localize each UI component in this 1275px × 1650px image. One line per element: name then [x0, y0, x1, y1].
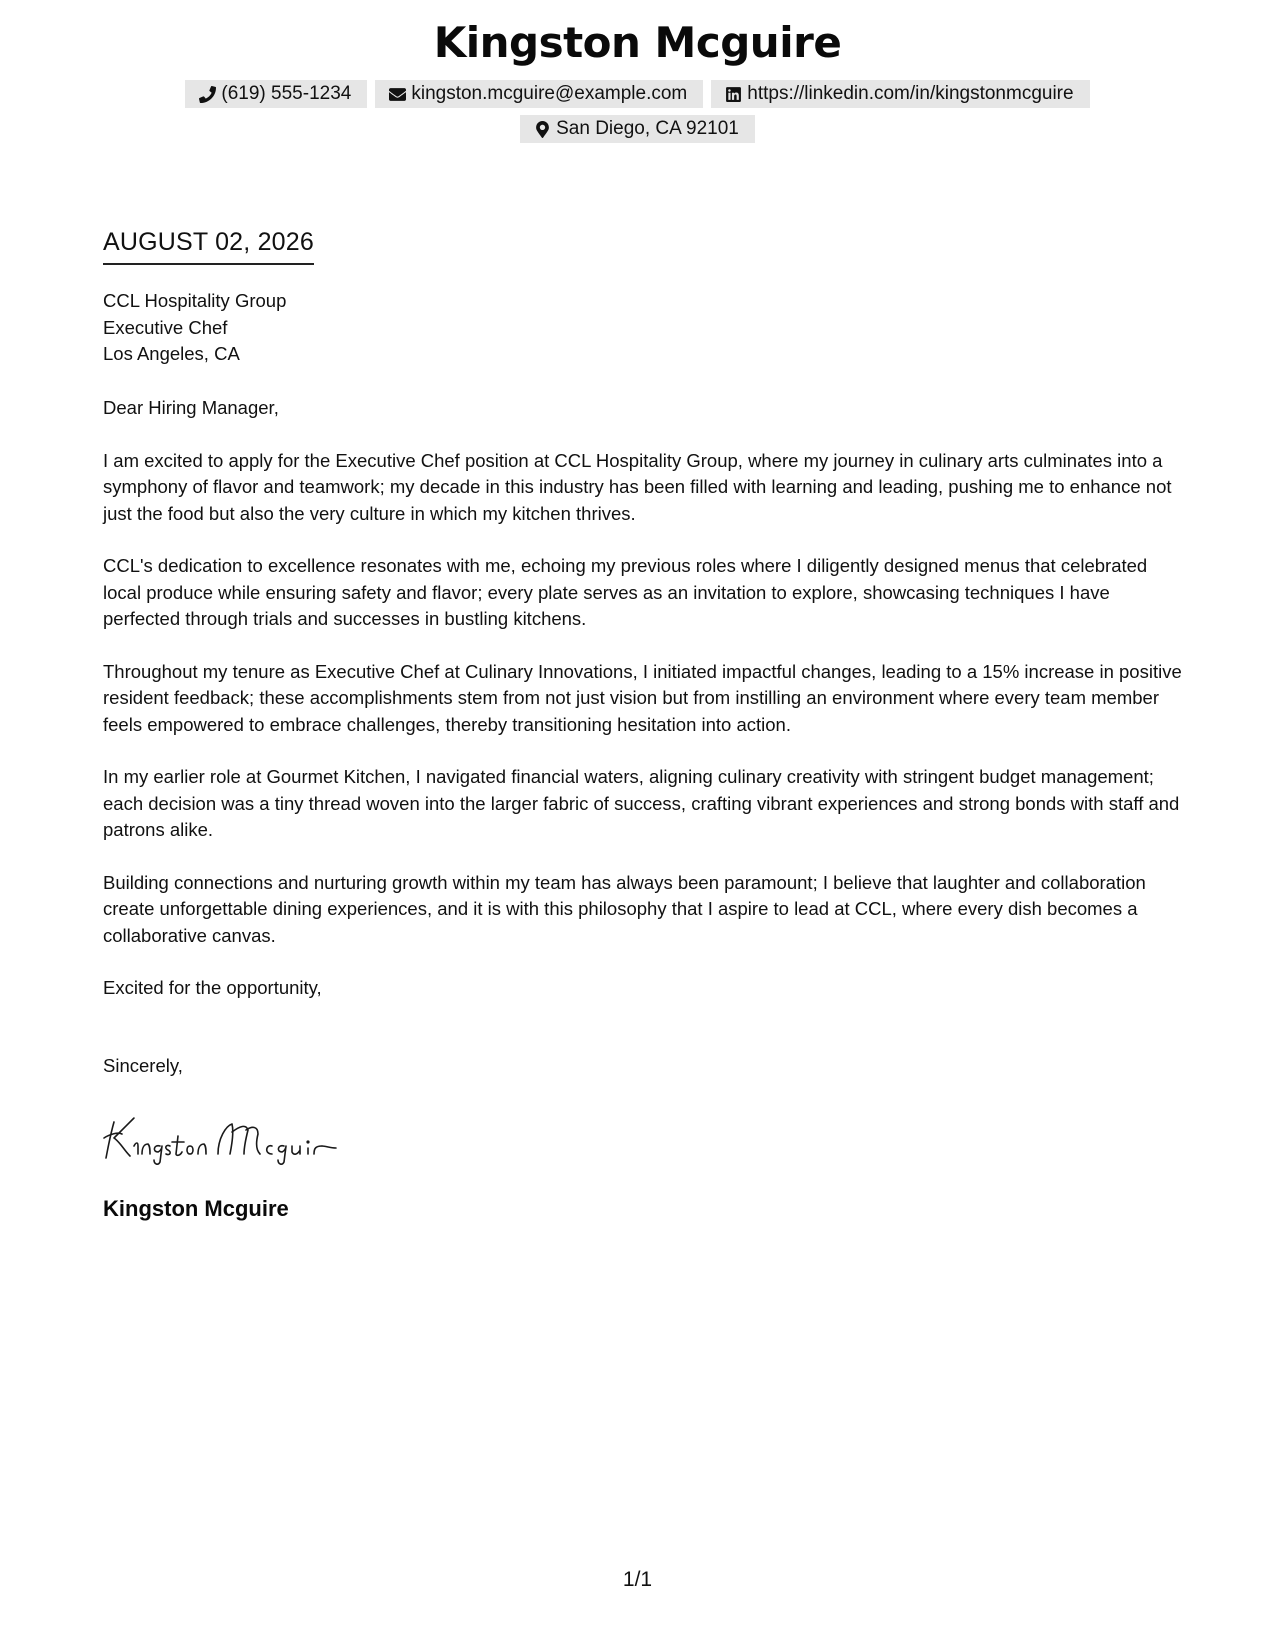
map-pin-icon [534, 121, 551, 138]
paragraph-4: In my earlier role at Gourmet Kitchen, I navigated financial waters, aligning culinary creativity with stringent budget management; each decision was a tiny thread woven into the larger fabric of success, crafting vibrant experiences and strong bonds with staff and patrons alike. [103, 766, 1180, 840]
location-chip [520, 115, 755, 143]
recipient-location: Los Angeles, CA [103, 343, 240, 364]
paragraph-3: Throughout my tenure as Executive Chef at Culinary Innovations, I initiated impactful changes, leading to a 15% increase in positive resident feedback; these accomplishments stem from not just vision but from instilling an environment where every team member feels empowered to embrace challenges, thereby transitioning hesitation into action. [103, 660, 1182, 735]
phone-icon [199, 86, 216, 103]
linkedin-chip[interactable] [711, 80, 1089, 108]
email-text: kingston.mcguire@example.com [411, 83, 688, 104]
phone-chip [185, 80, 367, 108]
recipient-position: Executive Chef [103, 316, 228, 338]
linkedin-text: https://linkedin.com/in/kingstonmcguire [747, 83, 1074, 104]
location-info-row [0, 115, 1275, 143]
phone-text: (619) 555-1234 [221, 83, 352, 104]
contact-info-row [0, 80, 1275, 108]
letter-date: AUGUST 02, 2026 [103, 228, 314, 265]
page-indicator: 1/1 [622, 1568, 653, 1591]
closing-remark: Excited for the opportunity, [103, 977, 322, 998]
recipient-company: CCL Hospitality Group [103, 290, 287, 311]
sign-off: Sincerely, [103, 1055, 183, 1076]
handwritten-signature [100, 1108, 370, 1168]
paragraph-5: Building connections and nurturing growth within my team has always been paramount; I believe that laughter and collaboration create unforgettable dining experiences, and it is with this philosophy that I aspire to lead at CCL, where every dish becomes a collaborative canvas. [103, 871, 1146, 946]
location-text: San Diego, CA 92101 [556, 118, 739, 139]
signer-name: Kingston Mcguire [103, 1196, 289, 1221]
envelope-icon [389, 86, 406, 103]
paragraph-2: CCL's dedication to excellence resonates with me, echoing my previous roles where I diligently designed menus that celebrated local produce while ensuring safety and flavor; every plate serves as an invitation to explore, showcasing techniques I have perfected through trials and successes in bustling kitchens. [103, 555, 1148, 629]
recipient-block [103, 288, 286, 368]
email-chip[interactable] [375, 80, 703, 108]
salutation: Dear Hiring Manager, [103, 397, 279, 418]
paragraph-1: I am excited to apply for the Executive Chef position at CCL Hospitality Group, where my journey in culinary arts culminates into a symphony of flavor and teamwork; my decade in this industry has been filled with learning and leading, pushing me to enhance not just the food but also the very culture in which my kitchen thrives. [103, 449, 1172, 524]
letter-body [103, 395, 1183, 1028]
linkedin-icon [725, 86, 742, 103]
applicant-name-heading: Kingston Mcguire [433, 18, 842, 67]
